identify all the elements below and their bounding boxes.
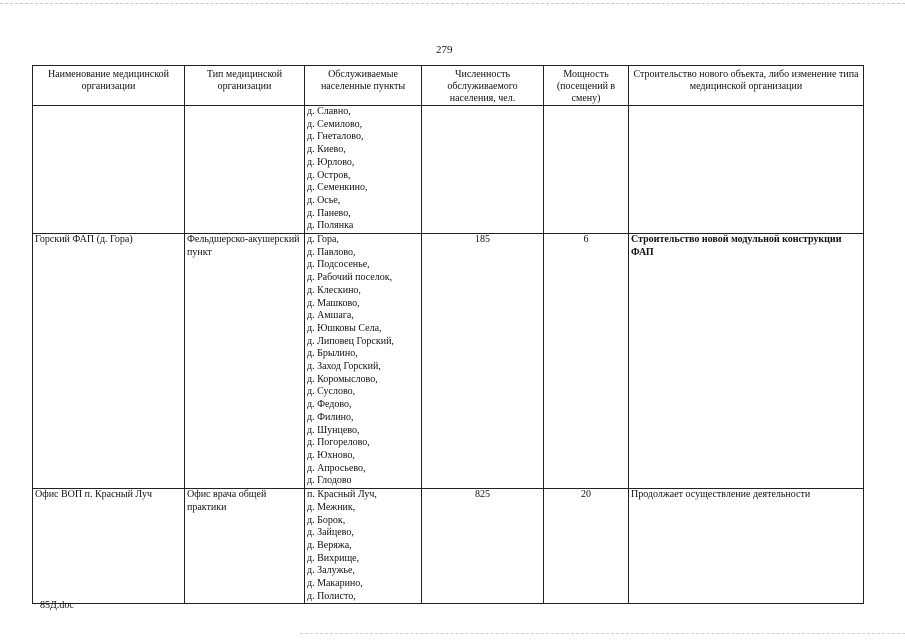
settlement-item: д. Осье,: [307, 194, 341, 206]
header-population: Численность обслуживаемого населения, чел.: [422, 66, 544, 106]
settlement-item: д. Юрлово,: [307, 156, 355, 168]
settlement-item: д. Глодово: [307, 475, 352, 487]
settlement-item: д. Семенкино,: [307, 182, 368, 194]
settlement-item: д. Борок,: [307, 514, 346, 526]
header-settlements: Обслуживаемые населенные пункты: [305, 66, 422, 106]
table-row: [33, 234, 864, 489]
settlement-item: д. Гнеталово,: [307, 131, 364, 143]
settlement-item: д. Коромыслово,: [307, 373, 378, 385]
table-row: [33, 489, 864, 604]
file-name-footer: 85Д.doc: [40, 600, 74, 611]
settlement-item: д. Погорелово,: [307, 437, 370, 449]
cell-org-name: Горский ФАП (д. Гора): [33, 234, 185, 489]
cell-settlements: [305, 234, 422, 489]
scan-edge-top: [0, 3, 905, 4]
cell-capacity: 20: [544, 489, 629, 604]
settlement-item: д. Залужье,: [307, 565, 355, 577]
cell-capacity: 6: [544, 234, 629, 489]
cell-org-type: Фельдшерско-акушерский пункт: [185, 234, 305, 489]
settlement-item: д. Веряжа,: [307, 539, 352, 551]
settlement-item: д. Клескино,: [307, 284, 361, 296]
settlement-item: д. Подсосенье,: [307, 259, 370, 271]
settlement-item: д. Апросьево,: [307, 462, 366, 474]
settlement-item: д. Рабочий поселок,: [307, 272, 393, 284]
settlement-item: д. Павлово,: [307, 246, 356, 258]
settlement-item: д. Остров,: [307, 169, 351, 181]
settlement-item: д. Амшага,: [307, 310, 354, 322]
cell-org-name: Офис ВОП п. Красный Луч: [33, 489, 185, 604]
settlement-list: [307, 106, 419, 233]
medical-organizations-table: [32, 65, 864, 604]
settlement-list: [307, 489, 419, 603]
settlement-item: д. Брылино,: [307, 348, 358, 360]
cell-settlements: [305, 106, 422, 234]
page-number: 279: [436, 44, 453, 56]
settlement-item: п. Красный Луч,: [307, 489, 377, 501]
cell-population: [422, 106, 544, 234]
cell-construction: [629, 106, 864, 234]
settlement-item: д. Суслово,: [307, 386, 356, 398]
cell-org-type: Офис врача общей практики: [185, 489, 305, 604]
settlement-item: д. Машково,: [307, 297, 360, 309]
settlement-item: д. Полисто,: [307, 590, 356, 602]
settlement-item: д. Юшковы Села,: [307, 322, 382, 334]
settlement-item: д. Киево,: [307, 144, 346, 156]
settlement-item: д. Филино,: [307, 411, 354, 423]
settlement-item: д. Гора,: [307, 234, 339, 246]
settlement-item: д. Межник,: [307, 501, 356, 513]
header-org-type: Тип медицинской организации: [185, 66, 305, 106]
cell-population: 185: [422, 234, 544, 489]
settlement-item: д. Зайцево,: [307, 527, 354, 539]
settlement-item: д. Семилово,: [307, 118, 363, 130]
cell-population: 825: [422, 489, 544, 604]
settlement-item: д. Федово,: [307, 399, 352, 411]
settlement-item: д. Панево,: [307, 207, 351, 219]
header-capacity: Мощность (посещений в смену): [544, 66, 629, 106]
settlement-list: [307, 234, 419, 488]
table-row: [33, 106, 864, 234]
scan-edge-bottom: [300, 633, 905, 634]
header-org-name: Наименование медицинской организации: [33, 66, 185, 106]
settlement-item: д. Липовец Горский,: [307, 335, 394, 347]
settlement-item: д. Юхново,: [307, 449, 355, 461]
settlement-item: д. Шунцево,: [307, 424, 360, 436]
settlement-item: д. Заход Горский,: [307, 361, 381, 373]
cell-construction: Строительство новой модульной конструкции ФАП: [629, 234, 864, 489]
table-header-row: [33, 66, 864, 106]
cell-settlements: [305, 489, 422, 604]
cell-capacity: [544, 106, 629, 234]
settlement-item: д. Славно,: [307, 106, 351, 117]
cell-construction: Продолжает осуществление деятельности: [629, 489, 864, 604]
cell-org-name: [33, 106, 185, 234]
cell-org-type: [185, 106, 305, 234]
header-construction: Строительство нового объекта, либо изменение типа медицинской организации: [629, 66, 864, 106]
settlement-item: д. Макарино,: [307, 578, 363, 590]
settlement-item: д. Вихрище,: [307, 552, 360, 564]
settlement-item: д. Полянка: [307, 220, 354, 232]
